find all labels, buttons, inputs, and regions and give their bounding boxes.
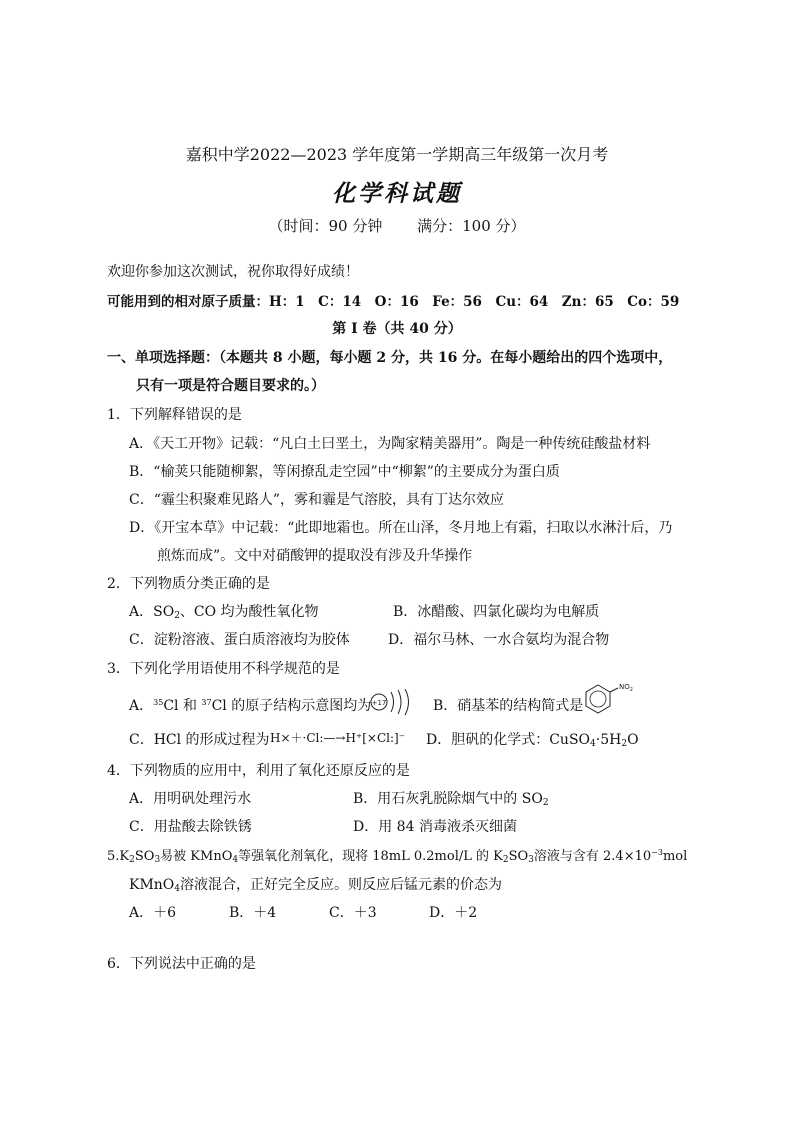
time-info: （时间：90 分钟 满分：100 分）	[268, 217, 526, 235]
q2-option-d: D．福尔马林、一水合氨均为混合物	[388, 632, 610, 648]
q3-option-a: A．$^{35}$Cl 和 $^{37}$Cl 的原子结构示意图均为	[129, 698, 372, 714]
q5-option-a: A．＋6	[129, 905, 177, 921]
q1-stem: 1．下列解释错误的是	[107, 407, 242, 423]
atomic-masses: 可能用到的相对原子质量：H：1 C：14 O：16 Fe：56 Cu：64 Zn：65 Co：59	[107, 294, 680, 310]
hcl-formation-diagram: H×＋·Cl:—→H⁺[×Cl:]⁻	[270, 731, 406, 745]
q3-option-d: D．胆矾的化学式：$CuSO_4\cdot 5H_2O$	[426, 732, 639, 749]
section-instructions: 一、单项选择题：（本题共 8 小题，每小题 2 分，共 16 分。在每小题给出的四个选项中，	[107, 350, 673, 366]
nitrobenzene-structure	[582, 678, 642, 720]
q2-stem: 2．下列物质分类正确的是	[107, 576, 270, 592]
q6-stem: 6．下列说法中正确的是	[107, 956, 256, 972]
atom-structure-diagram	[368, 686, 418, 718]
q2-option-c: C．淀粉溶液、蛋白质溶液均为胶体	[129, 632, 350, 648]
q2-option-a: A．$SO_2$、CO 均为酸性氧化物	[129, 604, 319, 621]
q1-option-d: D．《开宝本草》中记载：“此即地霜也。所在山泽，冬月地上有霜，扫取以水淋汁后，乃	[129, 520, 673, 536]
nucleus-charge-label: +17	[371, 699, 387, 707]
section-title: 第 I 卷（共 40 分）	[332, 321, 462, 337]
q1-option-a: A．《天工开物》记载：“凡白土曰垩土，为陶家精美器用”。陶是一种传统硅酸盐材料	[129, 436, 651, 452]
q5-option-b: B．＋4	[229, 905, 277, 921]
section-instructions-cont: 只有一项是符合题目要求的。）	[136, 378, 325, 394]
q4-option-a: A．用明矾处理污水	[129, 791, 252, 807]
q2-option-b: B．冰醋酸、四氯化碳均为电解质	[393, 604, 600, 620]
q3-stem: 3．下列化学用语使用不科学规范的是	[107, 661, 340, 677]
q3-option-b: B．硝基苯的结构简式是	[433, 698, 584, 714]
q1-option-b: B．“榆荚只能随柳絮，等闲撩乱走空园”中“柳絮”的主要成分为蛋白质	[129, 464, 560, 480]
exam-header: 嘉积中学2022—2023 学年度第一学期高三年级第一次月考	[185, 145, 609, 164]
q5-option-c: C．＋3	[329, 905, 377, 921]
q5-stem: $5.K_2SO_3$易被 KMnO$_4$等强氧化剂氧化，现将 18mL 0.2mol/L 的 $K_2SO_3$溶液与含有 $2.4\times 10^{-3}mol$	[107, 848, 688, 865]
q4-stem: 4．下列物质的应用中，利用了氧化还原反应的是	[107, 763, 410, 779]
q3-option-c: C．HCl 的形成过程为	[129, 732, 270, 748]
q1-option-c: C．“霾尘积聚难见路人”，雾和霾是气溶胶，具有丁达尔效应	[129, 492, 505, 508]
q1-option-d-cont: 煎炼而成”。文中对硝酸钾的提取没有涉及升华操作	[157, 548, 473, 564]
q5-option-d: D．＋2	[429, 905, 478, 921]
q4-option-d: D．用 84 消毒液杀灭细菌	[353, 819, 517, 835]
q4-option-b: B．用石灰乳脱除烟气中的 $SO_2$	[353, 791, 549, 808]
page-title: 化学科试题	[332, 180, 462, 207]
greeting: 欢迎你参加这次测试，祝你取得好成绩！	[107, 264, 359, 280]
q4-option-c: C．用盐酸去除铁锈	[129, 819, 252, 835]
q5-stem-cont: KMnO$_4$溶液混合，正好完全反应。则反应后锰元素的价态为	[129, 877, 503, 894]
nitro-group-label: $NO_2$	[619, 683, 633, 693]
